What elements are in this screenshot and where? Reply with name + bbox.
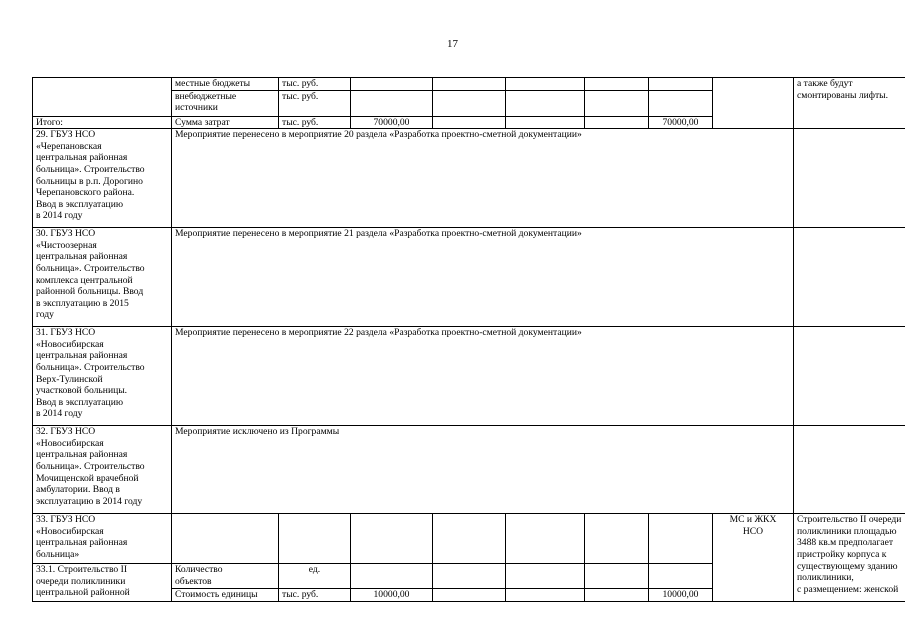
value-cell	[649, 78, 713, 91]
table-row	[33, 228, 905, 327]
value-cell	[433, 78, 506, 91]
value-cell	[649, 564, 713, 589]
item-name-cell: 32. ГБУЗ НСО «Новосибирская центральная районная больница». Строительство Мочищенской врачебной амбулатории. Ввод в эксплуатацию в 2014 году	[33, 426, 172, 514]
table-row	[33, 426, 905, 514]
indicator-cell: Сумма затрат	[172, 116, 279, 129]
executor-cell: МС и ЖКХ НСО	[713, 514, 794, 602]
note-cell: Строительство II очереди поликлиники площадью 3488 кв.м предполагает пристройку корпуса к существующему зданию поликлиники, с размещением: женской	[794, 514, 905, 602]
value-cell	[433, 564, 506, 589]
item-status-text: Мероприятие перенесено в мероприятие 20 раздела «Разработка проектно-сметной документации»	[172, 129, 794, 228]
indicator-cell: Стоимость единицы	[172, 589, 279, 602]
unit-cell: тыс. руб.	[279, 90, 351, 116]
value-cell	[649, 90, 713, 116]
item-name-cell: 31. ГБУЗ НСО «Новосибирская центральная районная больница». Строительство Верх-Тулинской участковой больницы. Ввод в эксплуатацию в 2014 году	[33, 327, 172, 426]
total-label: Итого:	[33, 116, 172, 129]
note-cell	[794, 228, 905, 327]
value-cell	[433, 116, 506, 129]
source-cell: местные бюджеты	[172, 78, 279, 91]
value-cell	[506, 564, 585, 589]
source-cell: внебюджетные источники	[172, 90, 279, 116]
page-number: 17	[447, 38, 458, 50]
item-status-text: Мероприятие перенесено в мероприятие 21 раздела «Разработка проектно-сметной документации»	[172, 228, 794, 327]
table-row	[33, 78, 905, 91]
value-cell	[585, 116, 649, 129]
unit-cell: ед.	[279, 564, 351, 589]
value-cell	[585, 78, 649, 91]
item-status-text: Мероприятие перенесено в мероприятие 22 раздела «Разработка проектно-сметной документации»	[172, 327, 794, 426]
item-status-text: Мероприятие исключено из Программы	[172, 426, 794, 514]
value-cell	[351, 78, 433, 91]
empty-cell	[279, 514, 351, 564]
value-cell	[506, 90, 585, 116]
note-cell	[794, 426, 905, 514]
value-cell	[433, 90, 506, 116]
note-cell: а также будут смонтированы лифты.	[794, 78, 905, 129]
value-cell	[585, 589, 649, 602]
indicator-cell: Количество объектов	[172, 564, 279, 589]
value-cell	[506, 589, 585, 602]
item-name-cell: 33.1. Строительство II очереди поликлиники центральной районной	[33, 564, 172, 602]
value-cell	[433, 589, 506, 602]
value-cell	[649, 514, 713, 564]
value-cell	[433, 514, 506, 564]
empty-cell	[172, 514, 279, 564]
note-cell	[794, 327, 905, 426]
value-cell: 10000,00	[649, 589, 713, 602]
value-cell	[351, 514, 433, 564]
value-cell	[351, 564, 433, 589]
table-row	[33, 129, 905, 228]
value-cell	[585, 564, 649, 589]
table-row	[33, 514, 905, 564]
item-name-cell: 33. ГБУЗ НСО «Новосибирская центральная районная больница»	[33, 514, 172, 564]
note-cell	[794, 129, 905, 228]
value-cell: 70000,00	[351, 116, 433, 129]
item-name-cell: 29. ГБУЗ НСО «Черепановская центральная районная больница». Строительство больницы в р.п. Дорогино Черепановского района. Ввод в эксплуатацию в 2014 году	[33, 129, 172, 228]
empty-cell	[33, 78, 172, 117]
value-cell	[506, 78, 585, 91]
value-cell	[585, 90, 649, 116]
value-cell	[351, 90, 433, 116]
value-cell: 70000,00	[649, 116, 713, 129]
executor-cell	[713, 78, 794, 129]
unit-cell: тыс. руб.	[279, 589, 351, 602]
program-table	[32, 77, 905, 602]
item-name-cell: 30. ГБУЗ НСО «Чистоозерная центральная районная больница». Строительство комплекса центральной районной больницы. Ввод в эксплуатацию в 2015 году	[33, 228, 172, 327]
value-cell	[506, 514, 585, 564]
unit-cell: тыс. руб.	[279, 116, 351, 129]
table-row	[33, 327, 905, 426]
value-cell	[506, 116, 585, 129]
unit-cell: тыс. руб.	[279, 78, 351, 91]
value-cell	[585, 514, 649, 564]
value-cell: 10000,00	[351, 589, 433, 602]
